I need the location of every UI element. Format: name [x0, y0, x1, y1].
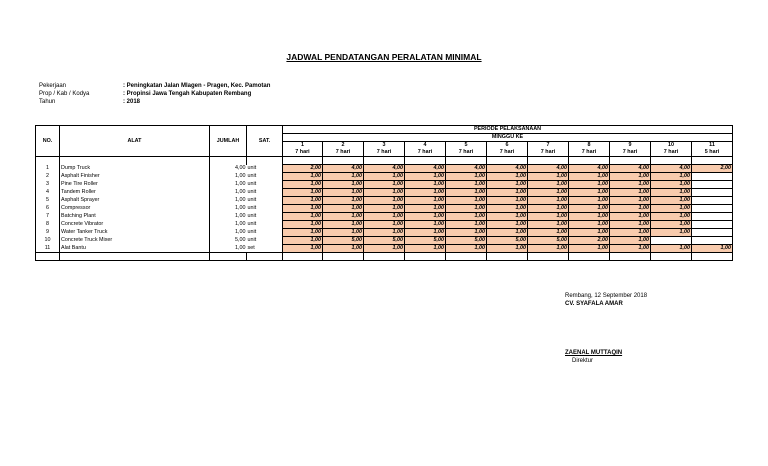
week-value-cell: 1,00	[651, 197, 692, 205]
week-value-cell: 1,00	[405, 229, 446, 237]
week-value-cell: 1,00	[323, 205, 364, 213]
row-alat: Alat Bantu	[60, 245, 210, 253]
week-value-cell: 1,00	[651, 229, 692, 237]
week-value-cell: 1,00	[528, 229, 569, 237]
spacer-cell	[60, 157, 210, 165]
week-value-cell: 4,00	[528, 165, 569, 173]
week-value-cell	[692, 197, 733, 205]
week-value-cell: 1,00	[446, 205, 487, 213]
week-value-cell: 1,00	[283, 221, 323, 229]
row-alat: Batching Plant	[60, 213, 210, 221]
week-value-cell: 1,00	[487, 189, 528, 197]
week-value-cell: 4,00	[651, 165, 692, 173]
week-value-cell: 4,00	[487, 165, 528, 173]
week-value-cell: 1,00	[283, 245, 323, 253]
row-sat: unit	[247, 213, 283, 221]
row-alat: Water Tanker Truck	[60, 229, 210, 237]
week-value-cell: 1,00	[446, 245, 487, 253]
week-value-cell: 1,00	[364, 221, 405, 229]
week-value-cell	[692, 237, 733, 245]
table-row	[36, 205, 733, 213]
project-meta	[39, 82, 270, 106]
week-value-cell: 1,00	[651, 245, 692, 253]
row-sat: unit	[247, 237, 283, 245]
bottom-empty-cell	[487, 253, 528, 261]
header-no: NO.	[36, 126, 60, 157]
week-value-cell: 1,00	[487, 205, 528, 213]
week-value-cell: 1,00	[610, 229, 651, 237]
spacer-week-cell	[446, 157, 487, 165]
row-alat: Asphalt Finisher	[60, 173, 210, 181]
week-value-cell: 1,00	[323, 197, 364, 205]
spacer-week-cell	[323, 157, 364, 165]
week-value-cell: 1,00	[405, 245, 446, 253]
week-value-cell: 1,00	[528, 173, 569, 181]
week-duration: 7 hari	[528, 149, 569, 157]
row-jumlah: 1,00	[210, 189, 247, 197]
week-value-cell: 1,00	[364, 189, 405, 197]
spacer-week-cell	[692, 157, 733, 165]
week-value-cell: 1,00	[283, 213, 323, 221]
week-value-cell: 1,00	[692, 245, 733, 253]
meta-label: Tahun	[39, 99, 56, 105]
week-value-cell: 1,00	[610, 197, 651, 205]
week-value-cell: 1,00	[569, 213, 610, 221]
row-jumlah: 1,00	[210, 245, 247, 253]
week-duration: 7 hari	[569, 149, 610, 157]
header-alat: ALAT	[60, 126, 210, 157]
week-value-cell: 1,00	[610, 237, 651, 245]
week-value-cell: 1,00	[528, 197, 569, 205]
row-alat: Tandem Roller	[60, 189, 210, 197]
week-value-cell	[692, 213, 733, 221]
row-alat: Concrete Vibrator	[60, 221, 210, 229]
week-value-cell: 1,00	[651, 189, 692, 197]
spacer-week-cell	[364, 157, 405, 165]
row-jumlah: 1,00	[210, 181, 247, 189]
week-value-cell: 4,00	[364, 165, 405, 173]
spacer-cell	[36, 157, 60, 165]
row-jumlah: 1,00	[210, 205, 247, 213]
week-value-cell	[692, 221, 733, 229]
row-no: 9	[36, 229, 60, 237]
row-jumlah: 1,00	[210, 197, 247, 205]
week-value-cell: 1,00	[528, 181, 569, 189]
week-value-cell: 1,00	[283, 189, 323, 197]
week-value-cell: 1,00	[446, 197, 487, 205]
week-value-cell: 1,00	[323, 189, 364, 197]
row-no: 7	[36, 213, 60, 221]
row-sat: unit	[247, 165, 283, 173]
row-no: 2	[36, 173, 60, 181]
week-value-cell: 4,00	[569, 165, 610, 173]
week-number: 6	[487, 142, 528, 150]
row-sat: unit	[247, 221, 283, 229]
week-number: 9	[610, 142, 651, 150]
row-alat: Compressor	[60, 205, 210, 213]
week-value-cell: 4,00	[446, 165, 487, 173]
row-sat: set	[247, 245, 283, 253]
week-value-cell: 2,00	[692, 165, 733, 173]
week-value-cell: 5,00	[446, 237, 487, 245]
week-value-cell: 1,00	[569, 205, 610, 213]
week-value-cell: 1,00	[446, 229, 487, 237]
week-value-cell: 1,00	[283, 181, 323, 189]
row-no: 8	[36, 221, 60, 229]
week-value-cell: 1,00	[405, 221, 446, 229]
bottom-empty-cell	[569, 253, 610, 261]
week-duration: 7 hari	[405, 149, 446, 157]
week-duration: 7 hari	[323, 149, 364, 157]
week-value-cell	[692, 205, 733, 213]
header-periode: PERIODE PELAKSANAAN	[283, 126, 733, 134]
row-alat: Asphalt Sprayer	[60, 197, 210, 205]
week-value-cell: 1,00	[487, 245, 528, 253]
spacer-cell	[210, 157, 247, 165]
row-sat: unit	[247, 189, 283, 197]
row-no: 5	[36, 197, 60, 205]
week-value-cell: 1,00	[323, 221, 364, 229]
week-value-cell: 1,00	[651, 181, 692, 189]
week-value-cell: 4,00	[323, 165, 364, 173]
week-value-cell: 1,00	[610, 245, 651, 253]
week-value-cell: 1,00	[487, 221, 528, 229]
week-value-cell: 1,00	[405, 197, 446, 205]
week-value-cell: 1,00	[283, 197, 323, 205]
week-value-cell: 1,00	[323, 181, 364, 189]
week-value-cell: 4,00	[610, 165, 651, 173]
table-row	[36, 197, 733, 205]
week-value-cell: 1,00	[487, 213, 528, 221]
week-value-cell: 1,00	[405, 173, 446, 181]
week-value-cell: 1,00	[405, 213, 446, 221]
spacer-week-cell	[528, 157, 569, 165]
week-value-cell: 1,00	[651, 173, 692, 181]
week-value-cell: 2,00	[569, 237, 610, 245]
bottom-empty-cell	[651, 253, 692, 261]
bottom-empty-cell	[247, 253, 283, 261]
table-row	[36, 189, 733, 197]
bottom-empty-cell	[364, 253, 405, 261]
sign-company: CV. SYAFALA AMAR	[565, 301, 623, 307]
bottom-empty-cell	[610, 253, 651, 261]
week-value-cell	[692, 181, 733, 189]
bottom-empty-cell	[405, 253, 446, 261]
week-value-cell	[692, 173, 733, 181]
spacer-week-cell	[651, 157, 692, 165]
table-row	[36, 237, 733, 245]
week-value-cell: 1,00	[610, 173, 651, 181]
week-value-cell: 5,00	[405, 237, 446, 245]
spacer-week-cell	[487, 157, 528, 165]
week-value-cell	[692, 189, 733, 197]
equipment-schedule-table	[35, 125, 733, 261]
week-value-cell: 1,00	[323, 213, 364, 221]
week-duration: 7 hari	[446, 149, 487, 157]
bottom-empty-cell	[60, 253, 210, 261]
meta-value: : Propinsi Jawa Tengah Kabupaten Rembang	[123, 91, 252, 97]
week-number: 5	[446, 142, 487, 150]
spacer-week-cell	[610, 157, 651, 165]
week-duration: 7 hari	[487, 149, 528, 157]
row-no: 10	[36, 237, 60, 245]
week-number: 10	[651, 142, 692, 150]
week-duration: 7 hari	[283, 149, 323, 157]
week-value-cell: 1,00	[528, 189, 569, 197]
week-value-cell: 1,00	[283, 229, 323, 237]
bottom-empty-cell	[283, 253, 323, 261]
week-value-cell: 1,00	[487, 173, 528, 181]
week-value-cell: 1,00	[364, 205, 405, 213]
table-row	[36, 181, 733, 189]
meta-row	[39, 90, 270, 98]
spacer-cell	[247, 157, 283, 165]
bottom-empty-cell	[210, 253, 247, 261]
week-value-cell: 1,00	[364, 229, 405, 237]
meta-value: : 2018	[123, 99, 141, 105]
table-row	[36, 165, 733, 173]
sign-name: ZAENAL MUTTAQIN	[565, 350, 623, 356]
week-value-cell: 1,00	[487, 197, 528, 205]
row-sat: unit	[247, 181, 283, 189]
week-value-cell: 1,00	[283, 237, 323, 245]
week-value-cell: 4,00	[405, 165, 446, 173]
bottom-empty-cell	[528, 253, 569, 261]
bottom-empty-cell	[36, 253, 60, 261]
week-value-cell: 1,00	[446, 213, 487, 221]
row-no: 4	[36, 189, 60, 197]
row-sat: unit	[247, 173, 283, 181]
row-no: 11	[36, 245, 60, 253]
week-value-cell: 1,00	[364, 181, 405, 189]
week-value-cell	[692, 229, 733, 237]
week-value-cell: 1,00	[405, 181, 446, 189]
table-row	[36, 245, 733, 253]
bottom-empty-cell	[323, 253, 364, 261]
row-alat: Pine Tire Roller	[60, 181, 210, 189]
row-alat: Concrete Truck Mixer	[60, 237, 210, 245]
meta-row	[39, 98, 270, 106]
week-value-cell: 1,00	[323, 173, 364, 181]
header-sat: SAT.	[247, 126, 283, 157]
meta-label: Pekerjaan	[39, 83, 67, 89]
week-duration: 7 hari	[364, 149, 405, 157]
week-value-cell: 1,00	[446, 181, 487, 189]
week-value-cell: 1,00	[364, 173, 405, 181]
week-value-cell: 1,00	[487, 181, 528, 189]
row-jumlah: 1,00	[210, 213, 247, 221]
week-value-cell	[651, 237, 692, 245]
row-sat: unit	[247, 205, 283, 213]
row-no: 6	[36, 205, 60, 213]
week-value-cell: 5,00	[323, 237, 364, 245]
row-jumlah: 1,00	[210, 173, 247, 181]
spacer-week-cell	[283, 157, 323, 165]
week-value-cell: 1,00	[569, 221, 610, 229]
week-value-cell: 1,00	[446, 173, 487, 181]
row-alat: Dump Truck	[60, 165, 210, 173]
row-jumlah: 1,00	[210, 229, 247, 237]
week-value-cell: 1,00	[569, 229, 610, 237]
row-jumlah: 1,00	[210, 221, 247, 229]
sign-position: Direktur	[572, 358, 594, 364]
meta-label: Prop / Kab / Kodya	[39, 91, 90, 97]
week-value-cell: 1,00	[610, 205, 651, 213]
week-value-cell: 1,00	[569, 189, 610, 197]
week-number: 4	[405, 142, 446, 150]
week-value-cell: 1,00	[283, 173, 323, 181]
week-value-cell: 1,00	[405, 189, 446, 197]
week-value-cell: 1,00	[569, 245, 610, 253]
week-duration: 7 hari	[651, 149, 692, 157]
week-number: 7	[528, 142, 569, 150]
week-value-cell: 1,00	[569, 173, 610, 181]
table-row	[36, 221, 733, 229]
week-value-cell: 1,00	[446, 221, 487, 229]
week-value-cell: 1,00	[651, 205, 692, 213]
week-value-cell: 1,00	[364, 213, 405, 221]
week-duration: 5 hari	[692, 149, 733, 157]
week-value-cell: 1,00	[446, 189, 487, 197]
week-value-cell: 1,00	[528, 213, 569, 221]
row-jumlah: 5,00	[210, 237, 247, 245]
week-value-cell: 1,00	[569, 197, 610, 205]
sign-place-date: Rembang, 12 September 2018	[565, 293, 648, 299]
meta-row	[39, 82, 270, 90]
week-value-cell: 1,00	[364, 245, 405, 253]
meta-value: : Peningkatan Jalan Mlagen - Pragen, Kec. Pamotan	[123, 83, 271, 89]
row-no: 3	[36, 181, 60, 189]
week-value-cell: 1,00	[283, 205, 323, 213]
week-value-cell: 2,00	[283, 165, 323, 173]
week-value-cell: 1,00	[323, 245, 364, 253]
week-value-cell: 5,00	[528, 237, 569, 245]
week-value-cell: 1,00	[487, 229, 528, 237]
row-no: 1	[36, 165, 60, 173]
bottom-empty-cell	[692, 253, 733, 261]
week-value-cell: 1,00	[528, 245, 569, 253]
spacer-week-cell	[405, 157, 446, 165]
week-number: 2	[323, 142, 364, 150]
table-row	[36, 213, 733, 221]
week-number: 11	[692, 142, 733, 150]
week-value-cell: 1,00	[323, 229, 364, 237]
week-value-cell: 1,00	[610, 213, 651, 221]
week-value-cell: 1,00	[569, 181, 610, 189]
week-number: 1	[283, 142, 323, 150]
header-jumlah: JUMLAH	[210, 126, 247, 157]
row-jumlah: 4,00	[210, 165, 247, 173]
week-value-cell: 1,00	[651, 221, 692, 229]
spacer-week-cell	[569, 157, 610, 165]
row-sat: unit	[247, 229, 283, 237]
table-row	[36, 229, 733, 237]
week-value-cell: 1,00	[364, 197, 405, 205]
week-duration: 7 hari	[610, 149, 651, 157]
week-value-cell: 5,00	[364, 237, 405, 245]
week-value-cell: 1,00	[610, 181, 651, 189]
week-value-cell: 1,00	[651, 213, 692, 221]
document-title: JADWAL PENDATANGAN PERALATAN MINIMAL	[286, 52, 482, 62]
week-value-cell: 1,00	[405, 205, 446, 213]
row-sat: unit	[247, 197, 283, 205]
week-value-cell: 5,00	[487, 237, 528, 245]
header-minggu: MINGGU KE	[283, 134, 733, 142]
week-value-cell: 1,00	[528, 205, 569, 213]
week-value-cell: 1,00	[610, 189, 651, 197]
week-value-cell: 1,00	[528, 221, 569, 229]
bottom-empty-cell	[446, 253, 487, 261]
week-number: 3	[364, 142, 405, 150]
week-value-cell: 1,00	[610, 221, 651, 229]
week-number: 8	[569, 142, 610, 150]
table-row	[36, 173, 733, 181]
